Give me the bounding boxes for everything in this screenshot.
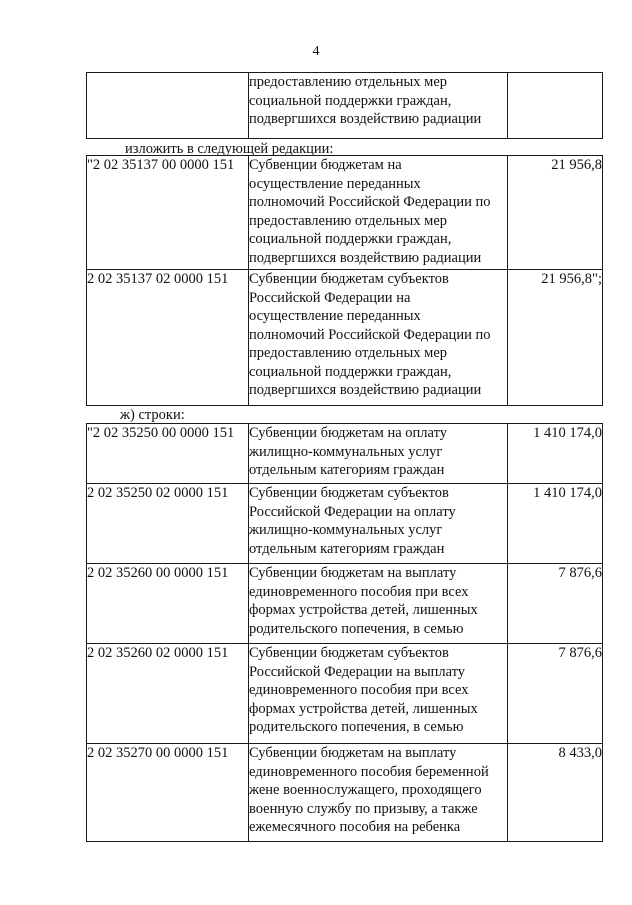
description-line: предоставлению отдельных мер: [249, 212, 448, 229]
amount-cell: 8 433,0: [508, 744, 603, 842]
budget-code-cell: 2 02 35137 02 0000 151: [87, 270, 249, 406]
amount-cell: [508, 73, 603, 139]
description-line: Субвенции бюджетам на оплату: [249, 425, 447, 441]
budget-code-cell: "2 02 35137 00 0000 151: [87, 156, 249, 270]
amount-cell: 7 876,6: [508, 644, 603, 744]
description-line: ежемесячного пособия на ребенка: [249, 819, 461, 835]
description-line: формах устройства детей, лишенных: [249, 700, 478, 717]
description-line: единовременного пособия при всех: [249, 583, 469, 600]
amount-cell: 1 410 174,0: [508, 484, 603, 564]
description-line: предоставлению отдельных мер: [249, 74, 448, 90]
budget-code-cell: 2 02 35250 02 0000 151: [87, 484, 249, 564]
description-cell: [249, 73, 508, 139]
table-lines: [86, 423, 603, 842]
table-row: [87, 744, 603, 842]
description-line: Субвенции бюджетам субъектов: [249, 645, 449, 661]
description-line: единовременного пособия при всех: [249, 682, 469, 698]
table-row: [87, 564, 603, 644]
description-line: единовременного пособия беременной: [249, 763, 489, 780]
description-line: социальной поддержки граждан,: [249, 231, 452, 247]
description-line: подвергшихся воздействию радиации: [249, 382, 482, 398]
description-line: формах устройства детей, лишенных: [249, 602, 478, 618]
description-line: осуществление переданных: [249, 308, 421, 324]
budget-code-cell: "2 02 35250 00 0000 151: [87, 424, 249, 484]
description-line: жене военнослужащего, проходящего: [249, 782, 482, 798]
table-row: [87, 484, 603, 564]
description-line: отдельным категориям граждан: [249, 462, 445, 478]
description-cell: [249, 270, 508, 406]
description-cell: [249, 484, 508, 564]
description-line: военную службу по призыву, а также: [249, 800, 478, 817]
table-row: [87, 270, 603, 406]
table-row: [87, 424, 603, 484]
amount-cell: 1 410 174,0: [508, 424, 603, 484]
description-line: родительского попечения, в семью: [249, 719, 464, 735]
description-line: социальной поддержки граждан,: [249, 363, 452, 380]
amount-cell: 21 956,8";: [508, 270, 603, 406]
budget-code-cell: 2 02 35260 02 0000 151: [87, 644, 249, 744]
description-line: подвергшихся воздействию радиации: [249, 111, 482, 127]
description-line: подвергшихся воздействию радиации: [249, 249, 482, 266]
description-cell: [249, 156, 508, 270]
description-line: Российской Федерации на оплату: [249, 503, 456, 520]
description-line: социальной поддержки граждан,: [249, 92, 452, 109]
description-line: Субвенции бюджетам субъектов: [249, 271, 449, 287]
page-number: 4: [312, 44, 320, 59]
description-line: Российской Федерации на: [249, 289, 411, 306]
budget-code-cell: [87, 73, 249, 139]
table-top: [86, 72, 603, 139]
description-line: Субвенции бюджетам на: [249, 157, 402, 173]
description-line: родительского попечения, в семью: [249, 620, 464, 637]
table-row: [87, 156, 603, 270]
description-cell: [249, 564, 508, 644]
description-line: Субвенции бюджетам на выплату: [249, 565, 457, 581]
budget-code-cell: 2 02 35270 00 0000 151: [87, 744, 249, 842]
description-line: полномочий Российской Федерации по: [249, 194, 491, 210]
description-line: Российской Федерации на выплату: [249, 663, 466, 680]
description-cell: [249, 644, 508, 744]
amount-cell: 7 876,6: [508, 564, 603, 644]
table-new-wording: [86, 155, 603, 406]
budget-code-cell: 2 02 35260 00 0000 151: [87, 564, 249, 644]
note-lines: ж) строки:: [120, 407, 185, 423]
description-line: Субвенции бюджетам на выплату: [249, 745, 457, 761]
description-cell: [249, 744, 508, 842]
description-line: жилищно-коммунальных услуг: [249, 443, 443, 460]
table-row: [87, 73, 603, 139]
description-line: отдельным категориям граждан: [249, 540, 445, 557]
note-new-wording: изложить в следующей редакции:: [125, 141, 334, 157]
description-line: Субвенции бюджетам субъектов: [249, 485, 449, 501]
description-line: полномочий Российской Федерации по: [249, 326, 491, 343]
amount-cell: 21 956,8: [508, 156, 603, 270]
description-cell: [249, 424, 508, 484]
description-line: предоставлению отдельных мер: [249, 345, 448, 361]
table-row: [87, 644, 603, 744]
description-line: жилищно-коммунальных услуг: [249, 522, 443, 538]
description-line: осуществление переданных: [249, 175, 421, 192]
